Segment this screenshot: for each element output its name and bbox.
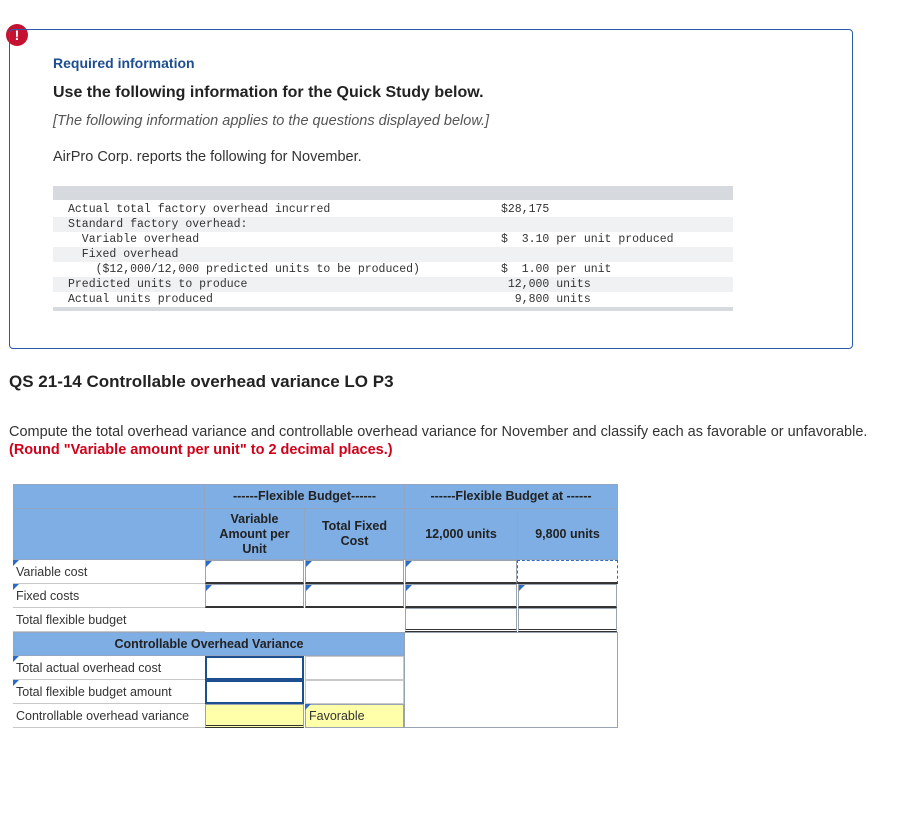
data-row-label: Fixed overhead	[68, 248, 179, 261]
row-label-fixed-costs: Fixed costs	[13, 584, 205, 608]
header-9800-units: 9,800 units	[517, 508, 618, 560]
data-row-label: ($12,000/12,000 predicted units to be produced)	[68, 263, 420, 276]
data-row-value: 12,000 units	[501, 278, 591, 291]
data-row	[53, 217, 733, 232]
fixed-12000-input[interactable]	[405, 584, 517, 608]
variable-fixed-input[interactable]	[305, 560, 404, 584]
header-12000-units: 12,000 units	[404, 508, 518, 560]
marker-icon	[305, 704, 311, 710]
data-row	[53, 262, 733, 277]
data-row	[53, 292, 733, 307]
actual-overhead-input[interactable]	[205, 656, 304, 680]
fixed-amount-input[interactable]	[205, 584, 304, 608]
data-row-label: Variable overhead	[68, 233, 200, 246]
row-label-total-flexible-budget: Total flexible budget	[13, 608, 205, 632]
data-row-label: Standard factory overhead:	[68, 218, 248, 231]
data-row	[53, 277, 733, 292]
data-row-label: Actual total factory overhead incurred	[68, 203, 331, 216]
marker-icon	[13, 560, 19, 566]
empty-cell	[305, 656, 404, 680]
header-blank	[13, 484, 205, 509]
question-instructions: Compute the total overhead variance and controllable overhead variance for November and classify each as favorable or unfavorable. (Round "Variable amount per unit" to 2 decimal places.)	[9, 424, 868, 458]
data-row	[53, 202, 733, 217]
header-variable-amount: Variable Amount per Unit	[204, 508, 305, 560]
data-row-value: $28,175	[501, 203, 550, 216]
alert-icon: !	[6, 24, 28, 46]
row-label-variable-cost: Variable cost	[13, 560, 205, 584]
applies-note: [The following information applies to the questions displayed below.]	[53, 113, 490, 129]
marker-icon	[13, 656, 19, 662]
data-row-label: Predicted units to produce	[68, 278, 248, 291]
variable-12000-input[interactable]	[405, 560, 517, 584]
data-row	[53, 232, 733, 247]
data-row-value: $ 3.10 per unit produced	[501, 233, 674, 246]
header-total-fixed: Total Fixed Cost	[304, 508, 405, 560]
fixed-fixed-input[interactable]	[305, 584, 404, 608]
data-row-label: Actual units produced	[68, 293, 213, 306]
header-flexible-budget: ------Flexible Budget------	[204, 484, 405, 509]
variable-9800-input[interactable]	[517, 560, 618, 584]
empty-cell	[305, 680, 404, 704]
classification-select[interactable]: Favorable	[305, 704, 404, 728]
controllable-variance-header: Controllable Overhead Variance	[13, 632, 405, 656]
marker-icon	[13, 680, 19, 686]
given-data-table	[53, 186, 733, 311]
empty-cell-block	[404, 632, 618, 728]
data-row-value: 9,800 units	[501, 293, 591, 306]
question-title: QS 21-14 Controllable overhead variance LO P3	[9, 372, 394, 391]
required-info-heading: Required information	[53, 55, 195, 71]
row-label-flex-budget-amount: Total flexible budget amount	[13, 680, 205, 704]
reports-text: AirPro Corp. reports the following for November.	[53, 149, 362, 165]
data-row-value: $ 1.00 per unit	[501, 263, 612, 276]
total-9800-input[interactable]	[518, 608, 617, 632]
marker-icon	[13, 584, 19, 590]
flex-budget-amount-input[interactable]	[205, 680, 304, 704]
header-blank-2	[13, 508, 205, 560]
use-info-heading: Use the following information for the Quick Study below.	[53, 84, 484, 101]
controllable-variance-input[interactable]	[205, 704, 304, 728]
fixed-9800-input[interactable]	[518, 584, 617, 608]
variable-amount-input[interactable]	[205, 560, 304, 584]
header-flexible-budget-at: ------Flexible Budget at ------	[404, 484, 618, 509]
total-12000-input[interactable]	[405, 608, 517, 632]
row-label-actual-overhead: Total actual overhead cost	[13, 656, 205, 680]
row-label-controllable-variance: Controllable overhead variance	[13, 704, 205, 728]
data-row	[53, 247, 733, 262]
rounding-note: (Round "Variable amount per unit" to 2 decimal places.)	[9, 442, 393, 458]
